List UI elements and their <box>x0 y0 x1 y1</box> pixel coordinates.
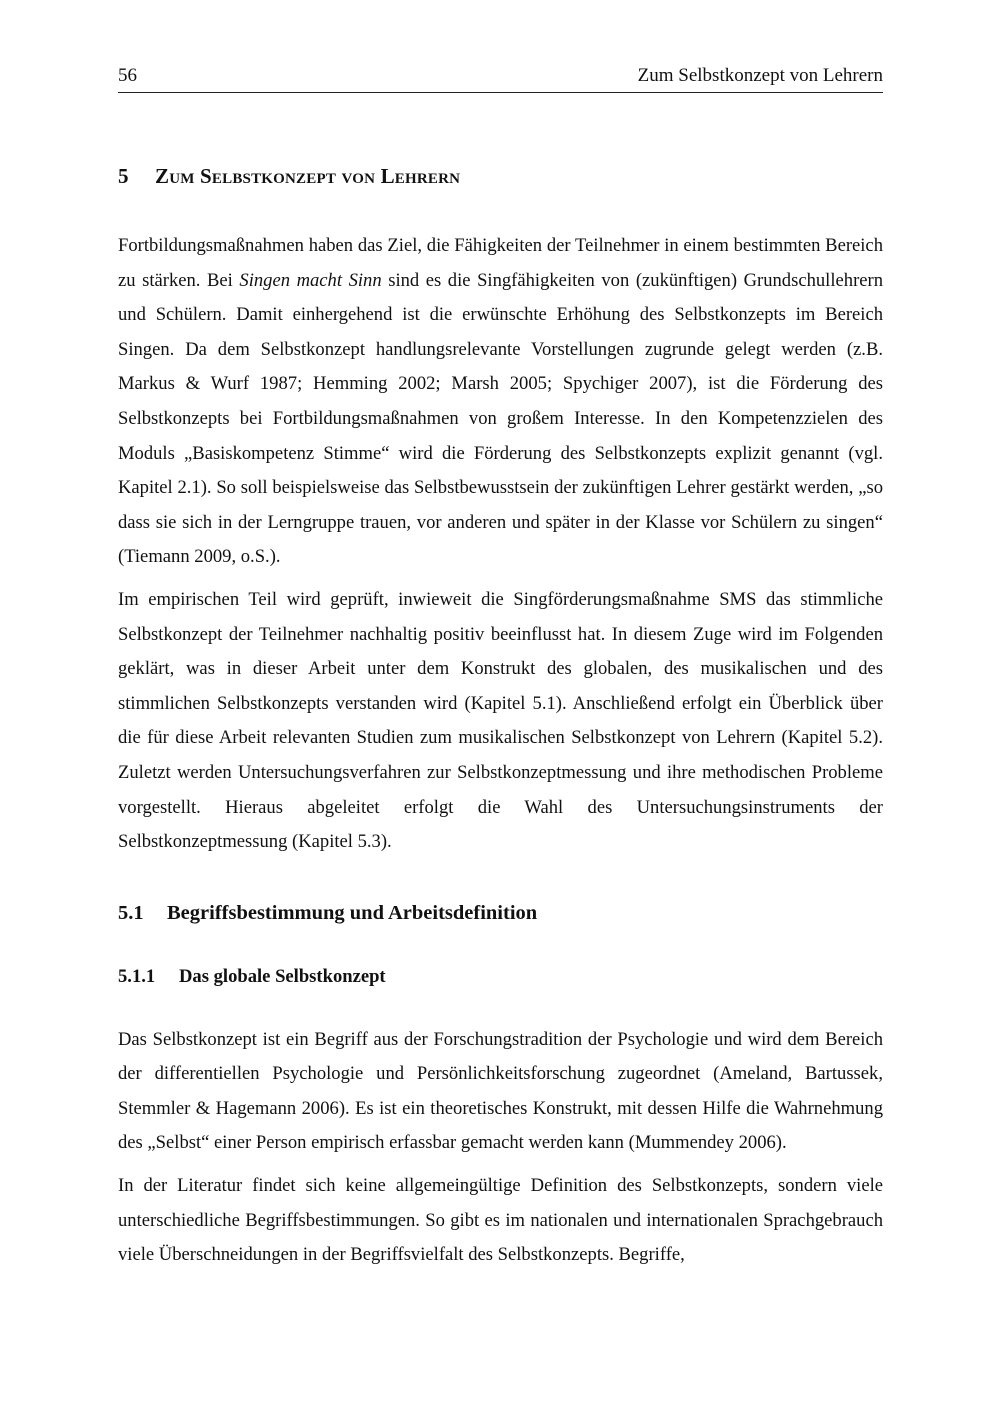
document-page <box>118 62 883 1273</box>
paragraph-literature: In der Literatur findet sich keine allgemeingültige Definition des Selbstkonzepts, sondern viele unterschiedliche Begriffsbestimmungen. So gibt es im nationalen und internationalen Sprachgebrauch viele Überschneidungen in der Begriffsvielfalt des Selbstkonzepts. Begriffe, <box>118 1175 883 1266</box>
page-number: 56 <box>118 65 137 86</box>
section-title: Begriffsbestimmung und Arbeitsdefinition <box>167 901 538 924</box>
program-name-italic: Singen macht Sinn <box>239 269 382 291</box>
paragraph-intro <box>118 229 883 575</box>
running-title: Zum Selbstkonzept von Lehrern <box>637 65 883 86</box>
running-header <box>118 62 883 93</box>
chapter-title: Zum Selbstkonzept von Lehrern <box>155 164 461 188</box>
chapter-heading <box>118 161 883 191</box>
paragraph-intro-part1: Fortbildungsmaßnahmen haben das Ziel, die Fähigkeiten der Teilnehmer in einem bestimmten Bereich zu stärken. Bei <box>118 235 883 291</box>
chapter-number: 5 <box>118 164 129 188</box>
section-heading <box>118 898 883 928</box>
section-number: 5.1 <box>118 901 144 924</box>
subsection-title: Das globale Selbstkonzept <box>179 965 386 987</box>
paragraph-intro-part2: sind es die Singfähigkeiten von (zukünftigen) Grundschullehrern und Schülern. Damit einhergehend ist die erwünschte Erhöhung des Selbstkonzepts im Bereich Singen. Da dem Selbstkonzept handlungsrelevante Vorstellungen zugrunde gelegt werden (z.B. Markus & Wurf 1987; Hemming 2002; Marsh 2005; Spychiger 2007), ist die Förderung des Selbstkonzepts bei Fortbildungsmaßnahmen von großem Interesse. In den Kompetenzzielen des Moduls „Basiskompetenz Stimme“ wird die Förderung des Selbstkonzepts explizit genannt (vgl. Kapitel 2.1). So soll beispielsweise das Selbstbewusstsein der zukünftigen Lehrer gestärkt werden, „so dass sie sich in der Lerngruppe trauen, vor anderen und später in der Klasse vor Schülern zu singen“ (Tiemann 2009, o.S.). <box>118 269 883 568</box>
paragraph-definition: Das Selbstkonzept ist ein Begriff aus der Forschungstradition der Psychologie und wird dem Bereich der differentiellen Psychologie und Persönlichkeitsforschung zugeordnet (Ameland, Bartussek, Stemmler & Hagemann 2006). Es ist ein theoretisches Konstrukt, mit dessen Hilfe die Wahrnehmung des „Selbst“ einer Person empirisch erfassbar gemacht werden kann (Mummendey 2006). <box>118 1028 883 1154</box>
subsection-heading <box>118 963 883 991</box>
paragraph-overview: Im empirischen Teil wird geprüft, inwieweit die Singförderungsmaßnahme SMS das stimmliche Selbstkonzept der Teilnehmer nachhaltig positiv beeinflusst hat. In diesem Zuge wird im Folgenden geklärt, was in dieser Arbeit unter dem Konstrukt des globalen, des musikalischen und des stimmlichen Selbstkonzepts verstanden wird (Kapitel 5.1). Anschließend erfolgt ein Überblick über die für diese Arbeit relevanten Studien zum musikalischen Selbstkonzept von Lehrern (Kapitel 5.2). Zuletzt werden Untersuchungsverfahren zur Selbstkonzeptmessung und ihre methodischen Probleme vorgestellt. Hieraus abgeleitet erfolgt die Wahl des Untersuchungsinstruments der Selbstkonzeptmessung (Kapitel 5.3). <box>118 588 883 853</box>
subsection-number: 5.1.1 <box>118 965 156 987</box>
